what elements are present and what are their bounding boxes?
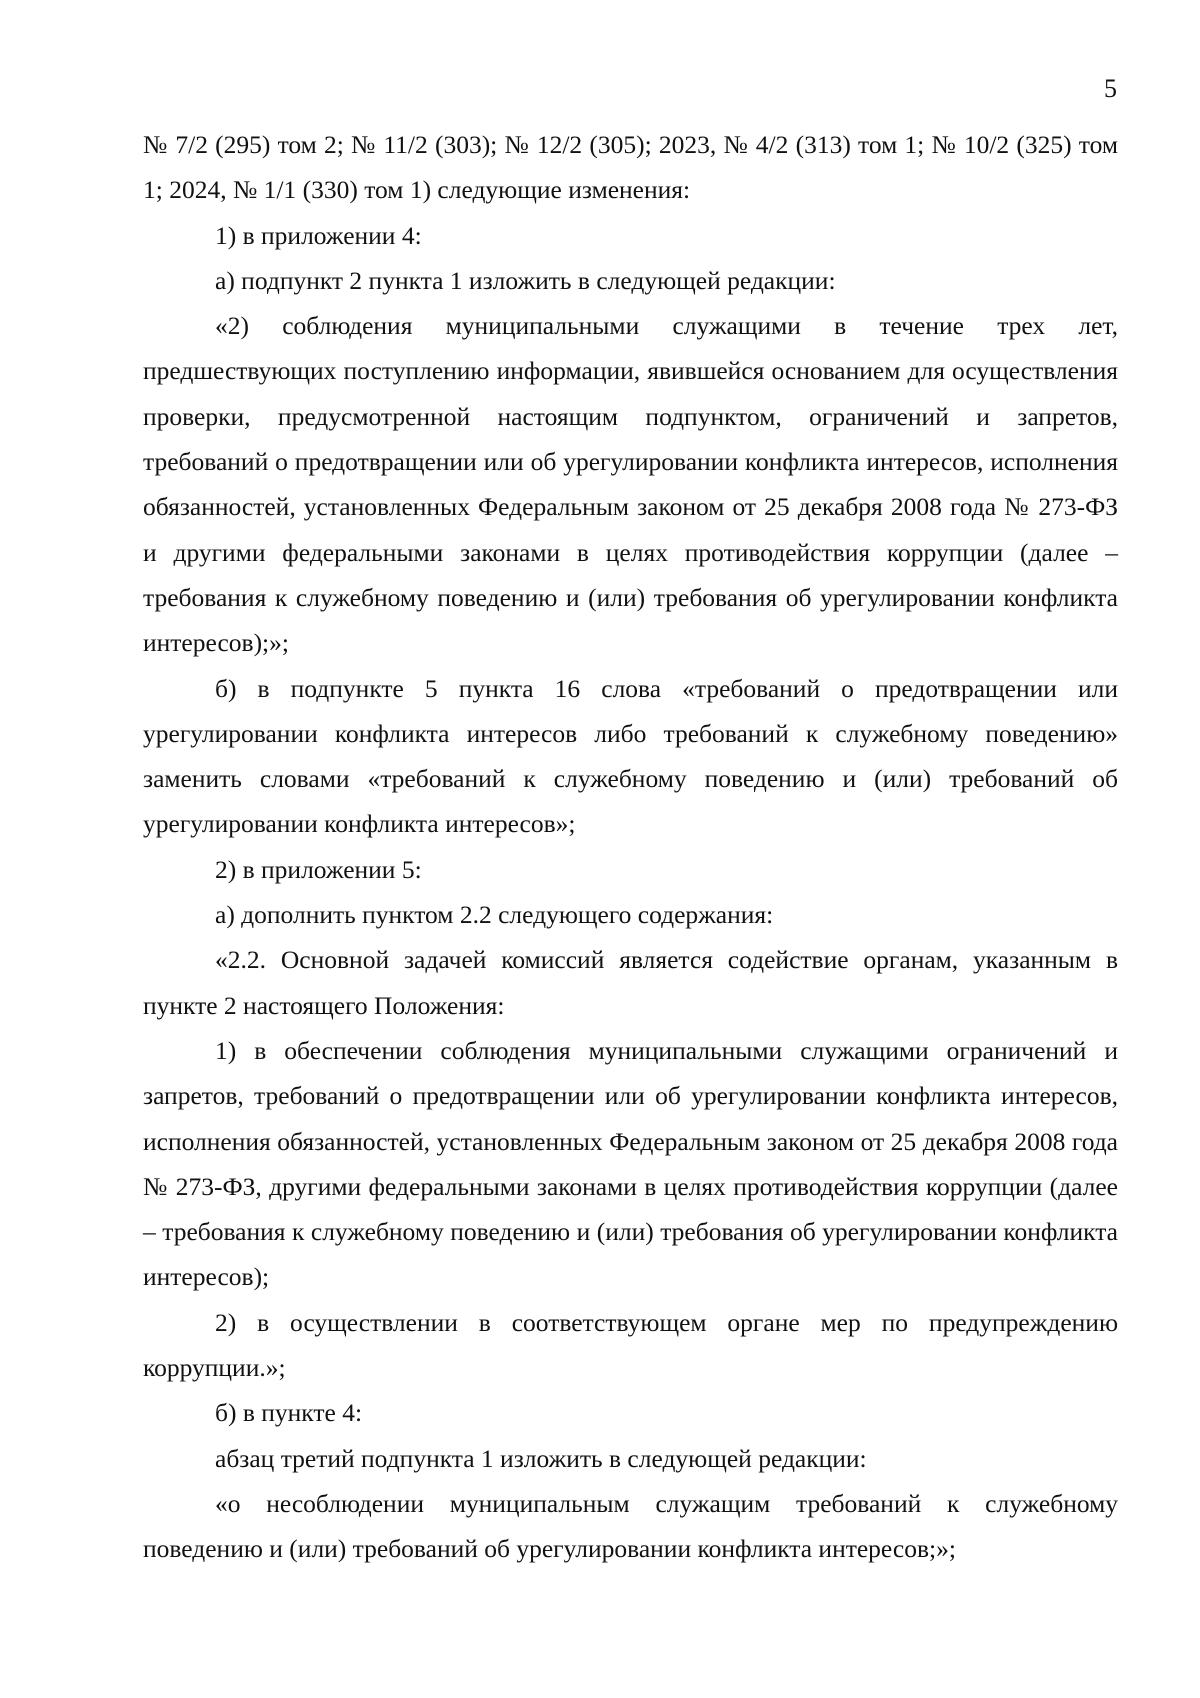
paragraph-subitem-a: а) подпункт 2 пункта 1 изложить в следующей редакции:	[215, 265, 836, 295]
paragraph-quote-2-2: «2.2. Основной задачей комиссий является содействие органам, указанным в пункте 2 настоящего Положения:	[143, 945, 1118, 1020]
paragraph-abzac: абзац третий подпункта 1 изложить в следующей редакции:	[215, 1443, 867, 1473]
paragraph-quote-2: «2) соблюдения муниципальными служащими в течение трех лет, предшествующих поступлению информации, явившейся основанием для осуществления проверки, предусмотренной настоящим подпунктом, ограничений и запретов, требований о предотвращении или об урегулировании конфликта интересов, исполнения обязанностей, установленных Федеральным законом от 25 декабря 2008 года № 273-ФЗ и другими федеральными законами в целях противодействия коррупции (далее – требования к служебному поведению и (или) требования об урегулировании конфликта интересов);»;	[143, 311, 1118, 658]
paragraph-item-2: 2) в приложении 5:	[215, 854, 422, 884]
paragraph-task-2: 2) в осуществлении в соответствующем органе мер по предупреждению коррупции.»;	[143, 1307, 1118, 1383]
paragraph-quote-final: «о несоблюдении муниципальным служащим требований к служебному поведению и (или) требований об урегулировании конфликта интересов;»;	[143, 1488, 1118, 1564]
paragraph-subitem-a-2: а) дополнить пунктом 2.2 следующего содержания:	[215, 900, 774, 930]
page-number: 5	[1104, 74, 1117, 103]
paragraph-task-1: 1) в обеспечении соблюдения муниципальными служащими ограничений и запретов, требований о предотвращении или об урегулировании конфликта интересов, исполнения обязанностей, установленных Федеральным законом от 25 декабря 2008 года № 273-ФЗ, другими федеральными законами в целях противодействия коррупции (далее – требования к служебному поведению и (или) требования об урегулировании конфликта интересов);	[143, 1035, 1118, 1292]
paragraph-subitem-b-2: б) в пункте 4:	[215, 1398, 363, 1428]
document-body	[143, 122, 1118, 1572]
paragraph-continuation: № 7/2 (295) том 2; № 11/2 (303); № 12/2 (305); 2023, № 4/2 (313) том 1; № 10/2 (325) том 1; 2024, № 1/1 (330) том 1) следующие изменения:	[143, 130, 1118, 205]
paragraph-item-1: 1) в приложении 4:	[215, 220, 422, 250]
paragraph-subitem-b: б) в подпункте 5 пункта 16 слова «требований о предотвращении или урегулировании конфликта интересов либо требований к служебному поведению» заменить словами «требований к служебному поведению и (или) требований об урегулировании конфликта интересов»;	[143, 673, 1118, 839]
